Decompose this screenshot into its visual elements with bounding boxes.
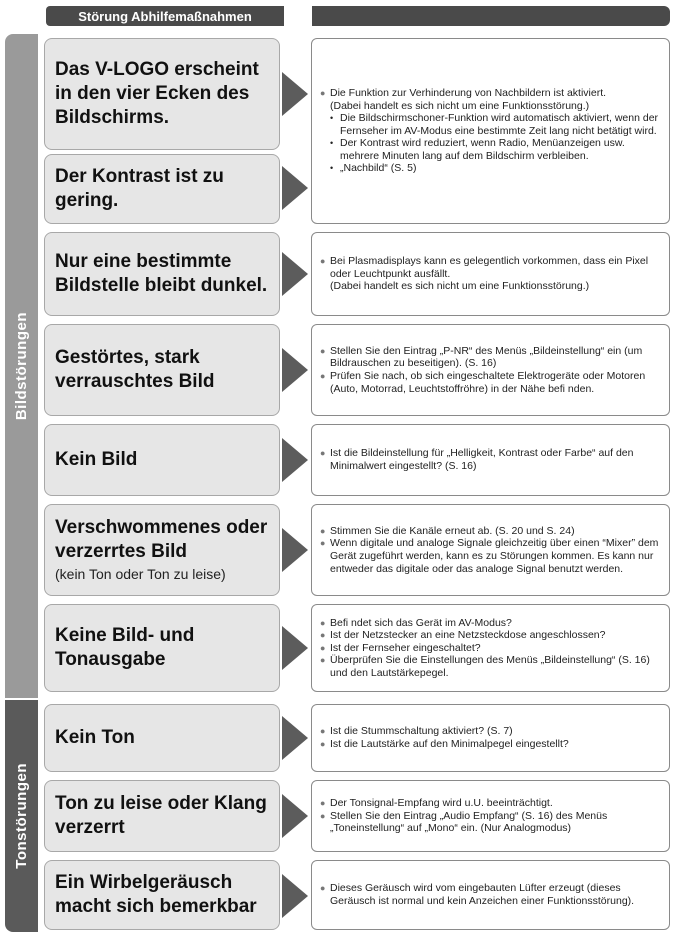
solution-box (311, 504, 670, 596)
solution-text: Ist der Netzstecker an eine Netzsteckdose angeschlossen? (330, 629, 606, 642)
solution-line (320, 629, 661, 642)
solution-line (320, 617, 661, 630)
solution-box (311, 38, 670, 224)
bullet: • (330, 138, 334, 149)
solution-text: Ist die Stummschaltung aktiviert? (S. 7) (330, 725, 513, 738)
solution-box (311, 704, 670, 772)
solution-text: Wenn digitale und analoge Signale gleichzeitig über einen “Mixer” dem Gerät zugeführt werden, kann es zu Störungen kommen. Es kann nur entweder das digitale oder das analoge Signal benutzt werden. (330, 537, 659, 575)
arrow-icon (282, 626, 308, 670)
problem-box (44, 324, 280, 416)
bullet: ● (320, 655, 326, 666)
solution-line (320, 725, 661, 738)
solution-line (320, 162, 661, 175)
solution-text: Die Bildschirmschoner-Funktion wird automatisch aktiviert, wenn der Fernseher im AV-Modus eine bestimmte Zeit lang nicht betätigt wird. (340, 112, 659, 137)
solution-text: Der Kontrast wird reduziert, wenn Radio, Menüanzeigen usw. mehrere Minuten lang auf dem Bildschirm verbleiben. (340, 137, 625, 162)
arrow-icon (282, 528, 308, 572)
arrow-icon (282, 348, 308, 392)
solution-text: Stellen Sie den Eintrag „P-NR“ des Menüs „Bildeinstellung“ ein (um Bildrauschen zu beseitigen). (S. 16) (330, 344, 643, 370)
solution-text: Prüfen Sie nach, ob sich eingeschaltete Elektrogeräte oder Motoren (Auto, Motorrad, Leuchtstoffröhre) in der Nähe befi nden. (330, 370, 646, 395)
problem-box (44, 424, 280, 496)
solution-text: (Dabei handelt es sich nicht um eine Funktionsstörung.) (330, 280, 590, 293)
problem-title: Ton zu leise oder Klang verzerrt (55, 793, 267, 838)
solution-text: Ist der Fernseher eingeschaltet? (330, 641, 481, 654)
solution-line (320, 882, 661, 907)
solution-line (320, 447, 661, 472)
bullet: ● (320, 810, 326, 821)
solution-line (320, 642, 661, 655)
solution-line (320, 370, 661, 395)
bullet: ● (320, 630, 326, 641)
solution-line (320, 810, 661, 835)
problem-box (44, 704, 280, 772)
bullet: ● (320, 371, 326, 381)
bullet: ● (320, 256, 326, 267)
arrow-icon (282, 794, 308, 838)
bullet: ● (320, 617, 326, 628)
solution-box (311, 232, 670, 316)
bullet: ● (320, 448, 326, 459)
solution-text: Bei Plasmadisplays kann es gelegentlich vorkommen, dass ein Pixel oder Leuchtpunkt ausfällt. (330, 255, 649, 280)
problem-box (44, 154, 280, 224)
bullet (320, 280, 330, 293)
problem-box (44, 38, 280, 150)
arrow-icon (282, 438, 308, 482)
bullet: • (330, 163, 334, 174)
column-header-problem-label: Störung Abhilfemaßnahmen (78, 8, 252, 24)
bullet (320, 100, 330, 113)
solution-text: Ist die Bildeinstellung für „Helligkeit, Kontrast oder Farbe“ auf den Minimalwert eingestellt? (S. 16) (330, 447, 634, 472)
bullet: ● (320, 642, 326, 653)
solution-line (320, 255, 661, 280)
solution-box (311, 604, 670, 692)
solution-line (320, 738, 661, 751)
category-sound (5, 700, 38, 932)
solution-line (320, 137, 661, 162)
problem-box (44, 604, 280, 692)
solution-line (320, 345, 661, 370)
problem-subtitle: (kein Ton oder Ton zu leise) (55, 566, 226, 582)
solution-text: (Dabei handelt es sich nicht um eine Funktionsstörung.) (330, 99, 590, 112)
arrow-icon (282, 874, 308, 918)
solution-box (311, 860, 670, 930)
solution-box (311, 780, 670, 852)
arrow-icon (282, 252, 308, 296)
problem-title: Der Kontrast ist zu gering. (55, 166, 224, 211)
bullet: ● (320, 538, 326, 549)
category-picture (5, 34, 38, 698)
solution-line (320, 280, 661, 293)
category-sound-label: Tonstörungen (13, 763, 30, 869)
problem-title: Verschwommenes oder verzerrtes Bild (55, 517, 268, 562)
problem-title: Keine Bild- und Tonausgabe (55, 625, 195, 670)
solution-text: „Nachbild“ (S. 5) (340, 162, 417, 175)
category-picture-label: Bildstörungen (13, 311, 30, 421)
bullet: ● (320, 739, 326, 749)
solution-line (320, 654, 661, 679)
solution-line (320, 87, 661, 100)
bullet: ● (320, 883, 326, 894)
solution-line (320, 537, 661, 575)
solution-text: Der Tonsignal-Empfang wird u.U. beeinträchtigt. (330, 797, 553, 810)
problem-box (44, 860, 280, 930)
arrow-icon (282, 716, 308, 760)
solution-box (311, 324, 670, 416)
column-header-remedy (312, 6, 670, 26)
bullet: ● (320, 345, 326, 356)
bullet: ● (320, 525, 326, 536)
solution-text: Stellen Sie den Eintrag „Audio Empfang“ (S. 16) des Menüs „Toneinstellung“ auf „Mono“ ein. (Nur Analogmodus) (330, 809, 608, 835)
bullet: ● (320, 798, 326, 809)
problem-title: Kein Ton (55, 727, 135, 748)
problem-box (44, 780, 280, 852)
bullet: ● (320, 87, 326, 98)
solution-box (311, 424, 670, 496)
problem-title: Das V-LOGO erscheint in den vier Ecken des Bildschirms. (55, 59, 259, 128)
solution-line (320, 797, 661, 810)
problem-title: Kein Bild (55, 449, 138, 470)
column-header-problem (46, 6, 284, 26)
solution-text: Stimmen Sie die Kanäle erneut ab. (S. 20 und S. 24) (330, 524, 575, 537)
arrow-icon (282, 166, 308, 210)
problem-box (44, 504, 280, 596)
problem-title: Gestörtes, stark verrauschtes Bild (55, 347, 215, 392)
solution-text: Dieses Geräusch wird vom eingebauten Lüfter erzeugt (dieses Geräusch ist normal und kein Anzeichen einer Funktionsstörung). (330, 882, 635, 907)
solution-line (320, 100, 661, 113)
solution-text: Befi ndet sich das Gerät im AV-Modus? (330, 616, 512, 629)
solution-line (320, 112, 661, 137)
solution-text: Überprüfen Sie die Einstellungen des Menüs „Bildeinstellung“ (S. 16) und den Lautstärkepegel. (330, 654, 650, 679)
solution-line (320, 525, 661, 538)
solution-text: Die Funktion zur Verhinderung von Nachbildern ist aktiviert. (330, 86, 607, 99)
problem-title: Nur eine bestimmte Bildstelle bleibt dunkel. (55, 251, 268, 296)
problem-title: Ein Wirbelgeräusch macht sich bemerkbar (55, 872, 257, 917)
bullet: • (330, 113, 334, 124)
arrow-icon (282, 72, 308, 116)
solution-text: Ist die Lautstärke auf den Minimalpegel eingestellt? (330, 738, 569, 750)
problem-box (44, 232, 280, 316)
bullet: ● (320, 726, 326, 737)
